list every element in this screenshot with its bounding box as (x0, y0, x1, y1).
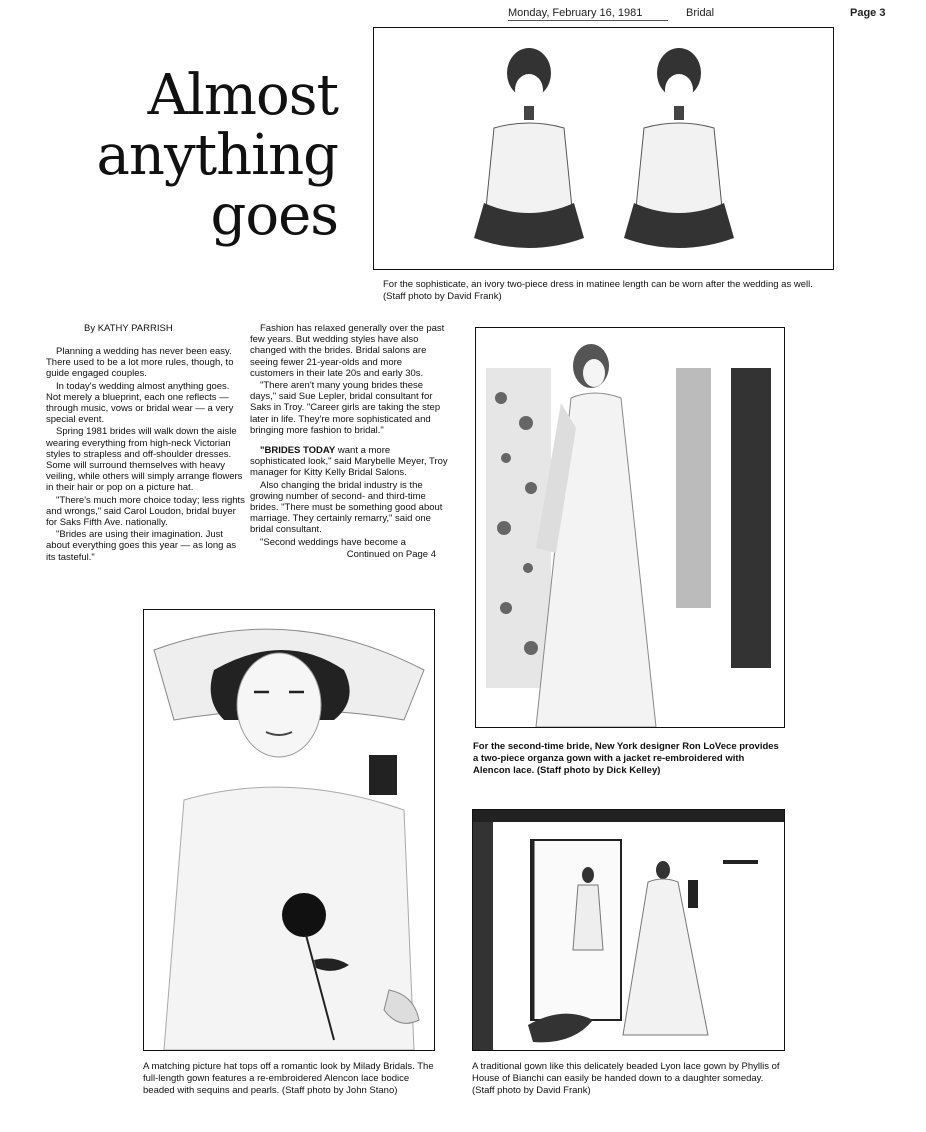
headline-line-2: anything (96, 123, 338, 188)
article-paragraph: Also changing the bridal industry is the growing number of second- and third-time brides. "There must be something good about marriage. They certainly remarry," said one bridal consultant. (250, 479, 443, 536)
caption-top-photo: For the sophisticate, an ivory two-piece dress in matinee length can be worn after the wedding as well. (Staff photo by David Frank) (383, 279, 813, 302)
byline: By KATHY PARRISH (84, 323, 173, 334)
article-paragraph: "There aren't many young brides these days," said Sue Lepler, bridal consultant for Saks in Troy. "Career girls are taking the step later in life. They're more sophisticated and bringing more fashion to bridal." (250, 380, 441, 436)
headline-line-1: Almost (147, 63, 338, 128)
page-number: Page 3 (850, 7, 886, 19)
photo-traditional-gown (472, 809, 785, 1051)
photo-sophisticate-dress (373, 27, 834, 270)
section-name: Bridal (686, 7, 715, 19)
subhead-lead: "BRIDES TODAY (260, 445, 336, 457)
article-paragraph: "Brides are using their imagination. Just about everything goes this year — as long as its tasteful." (46, 529, 237, 563)
continued-line: Continued on Page 4 (346, 548, 436, 560)
header-rule (508, 20, 668, 21)
article-paragraph-subhead (250, 445, 448, 479)
headline (88, 63, 338, 248)
headline-line-3: goes (210, 183, 338, 248)
article-paragraph: "Second weddings have become a (260, 536, 406, 548)
article-paragraph: Planning a wedding has never been easy. There used to be a lot more rules, though, to guide engaged couples. (46, 346, 234, 380)
article-paragraph: Spring 1981 brides will walk down the aisle wearing everything from high-neck Victorian styles to strapless and off-shoulder dresses. Some will surround themselves with heavy veiling, while others will simply arrange flowers in their hair or pop on a picture hat. (46, 426, 243, 494)
photo-second-time-bride (475, 327, 785, 728)
photo-picture-hat (143, 609, 435, 1051)
article-column-2 (250, 323, 448, 560)
article-paragraph: In today's wedding almost anything goes. Not merely a blueprint, each one reflects — through music, vows or bridal wear — a very special event. (46, 380, 234, 426)
issue-date: Monday, February 16, 1981 (508, 7, 643, 19)
article-paragraph: "There's much more choice today; less rights and wrongs," said Carol Loudon, bridal buyer for Saks Fifth Ave. nationally. (46, 494, 245, 529)
article-column-1 (46, 346, 246, 564)
caption-second-time-bride: For the second-time bride, New York designer Ron LoVece provides a two-piece organza gown with a jacket re-embroidered with Alencon lace. (Staff photo by Dick Kelley) (473, 741, 779, 776)
article-paragraph: Fashion has relaxed generally over the past few years. But wedding styles have also changed with the brides. Bridal salons are seeing fewer 21-year-olds and more customers in their late 20s and early 30s. (250, 323, 445, 379)
caption-picture-hat: A matching picture hat tops off a romantic look by Milady Bridals. The full-length gown features a re-embroidered Alencon lace bodice beaded with sequins and pearls. (Staff photo by John Stano) (143, 1061, 434, 1096)
caption-traditional-gown: A traditional gown like this delicately beaded Lyon lace gown by Phyllis of House of Bianchi can easily be handed down to a daughter someday. (Staff photo by David Frank) (472, 1061, 780, 1096)
subhead-rest: want a more sophisticated look," said Marybelle Meyer, Troy manager for Kitty Kelly Bridal Salons. (250, 445, 448, 479)
